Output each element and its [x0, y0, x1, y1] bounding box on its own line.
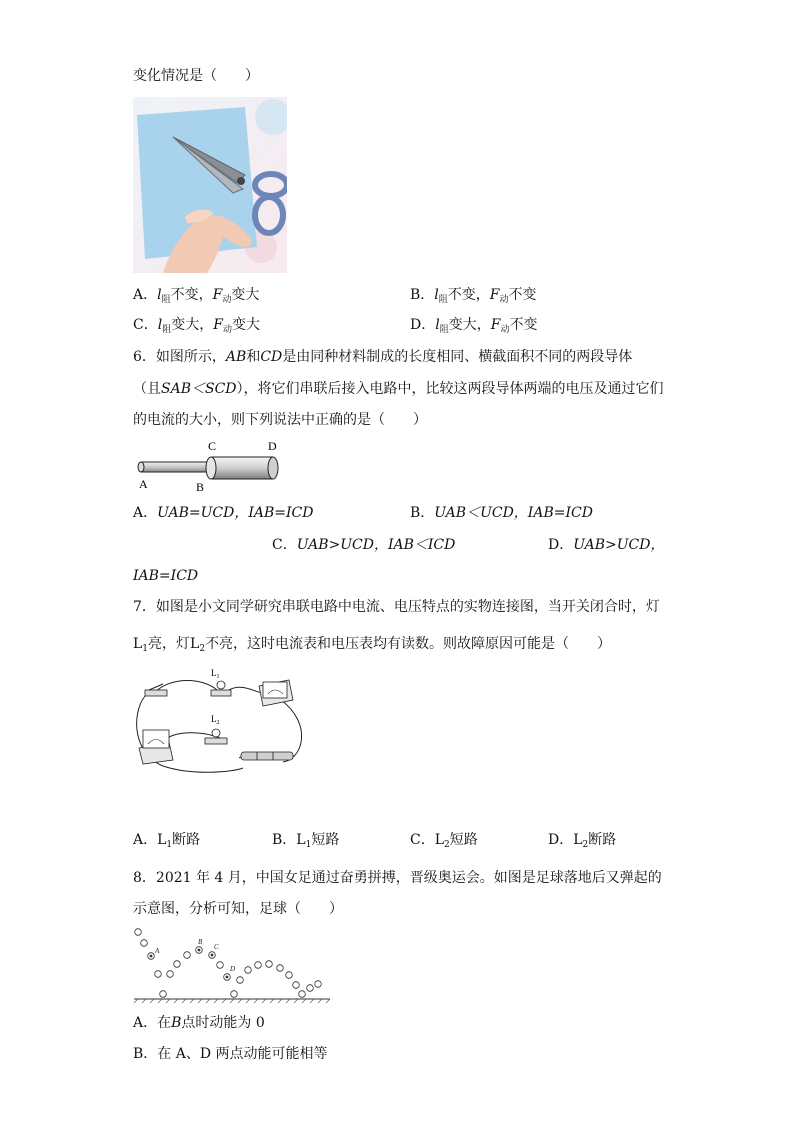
circuit-figure	[133, 664, 313, 784]
q6-stem-line2	[133, 382, 664, 396]
svg-text:L1	[211, 668, 220, 680]
point-c-label: C	[214, 943, 219, 951]
option-text: 短路	[449, 832, 478, 848]
option-text: 变大，	[448, 317, 491, 333]
ammeter-icon	[139, 730, 173, 764]
q7-stem-line2	[133, 637, 611, 654]
lamp-symbol: L	[573, 832, 583, 848]
subscript: 阻	[438, 295, 448, 305]
option-letter: A．	[133, 287, 158, 303]
label-a: A	[139, 477, 148, 491]
option-letter: B．	[272, 832, 297, 848]
conductor-cd: CD	[260, 349, 283, 365]
lever-arm-symbol: l	[157, 287, 162, 303]
svg-text:L2	[211, 714, 220, 726]
subscript: 1	[216, 674, 220, 680]
force-symbol: F	[213, 317, 223, 333]
subscript: 动	[499, 295, 509, 305]
option-text: UAB>UCD，IAB＜ICD	[296, 537, 456, 553]
option-text: 不变，	[447, 287, 490, 303]
text: 不亮，这时电流表和电压表均有读数。则故障原因可能是（ ）	[205, 636, 612, 652]
q6-option-d[interactable]	[548, 538, 664, 552]
subscript: 1	[305, 840, 312, 850]
option-text: UAB＜UCD，IAB=ICD	[434, 505, 593, 521]
option-text: 断路	[588, 832, 617, 848]
force-symbol: F	[489, 287, 500, 303]
option-letter: C．	[133, 317, 158, 333]
q6-option-b[interactable]	[410, 506, 593, 520]
label-d: D	[268, 439, 277, 453]
battery-icon	[241, 752, 293, 760]
q6-stem-line1	[133, 350, 632, 364]
lever-arm-symbol: l	[434, 287, 439, 303]
q5-option-d[interactable]	[410, 318, 537, 335]
force-symbol: F	[490, 317, 501, 333]
q5-option-c[interactable]	[133, 318, 260, 335]
option-text: 不变	[508, 287, 537, 303]
option-text: 不变	[509, 317, 538, 333]
option-text: 变大	[231, 317, 260, 333]
subscript: 动	[222, 325, 232, 335]
q7-option-d[interactable]	[548, 833, 616, 850]
q8-option-a[interactable]	[133, 1016, 265, 1030]
lamp-symbol: L	[157, 832, 167, 848]
q7-option-a[interactable]	[133, 833, 200, 850]
option-text: 变大	[231, 287, 260, 303]
force-symbol: F	[212, 287, 223, 303]
option-letter: A．	[133, 832, 158, 848]
text: 是由同种材料制成的长度相同、横截面积不同的两段导体	[282, 349, 633, 365]
subscript: 2	[199, 644, 206, 654]
text: 亮，灯	[148, 636, 191, 652]
option-text: 点时动能为 0	[181, 1015, 265, 1031]
option-letter: D．	[410, 317, 436, 333]
subscript: 2	[444, 840, 450, 850]
subscript: 阻	[162, 325, 172, 335]
option-text: UAB=UCD，IAB=ICD	[157, 505, 314, 521]
q8-option-b[interactable]: B．在 A、D 两点动能可能相等	[133, 1046, 328, 1062]
lamp-l2-label: L	[211, 714, 217, 724]
option-letter: B．	[410, 505, 435, 521]
subscript: 2	[216, 720, 220, 726]
lamp-symbol: L	[434, 832, 445, 848]
conductor-figure	[133, 437, 293, 495]
conductor-ab: AB	[225, 349, 247, 365]
q6-option-c[interactable]	[272, 538, 455, 552]
subscript: 2	[582, 840, 589, 850]
label-c: C	[208, 439, 217, 453]
text: （且	[133, 381, 161, 397]
voltmeter-icon	[259, 680, 293, 706]
q7-option-b[interactable]	[272, 833, 339, 850]
subscript: 动	[500, 325, 510, 335]
scissors-photo	[133, 97, 287, 273]
option-letter: B．	[410, 287, 435, 303]
point-symbol: B	[171, 1015, 182, 1031]
lamp-symbol: L	[133, 636, 143, 652]
q8-stem-line1: 8．2021 年 4 月，中国女足通过奋勇拼搏，晋级奥运会。如图是足球落地后又弹起的	[133, 870, 662, 886]
point-b-label: B	[198, 938, 203, 946]
point-d-label: D	[230, 965, 236, 973]
option-text: A．在	[133, 1015, 172, 1031]
q6-option-d-continued: IAB=ICD	[133, 568, 199, 584]
q6-stem-line3: 的电流的大小，则下列说法中正确的是（ ）	[133, 412, 427, 428]
q5-stem-tail: 变化情况是（ ）	[133, 68, 259, 84]
area-condition: SAB＜SCD	[161, 381, 237, 397]
subscript: 1	[142, 644, 149, 654]
option-letter: D．	[548, 537, 574, 553]
lamp-l1-icon	[211, 668, 231, 696]
option-letter: C．	[272, 537, 297, 553]
subscript: 1	[166, 840, 173, 850]
q6-option-a[interactable]	[133, 506, 313, 520]
subscript: 动	[222, 295, 232, 305]
text: ），将它们串联后接入电路中，比较这两段导体两端的电压及通过它们	[236, 381, 664, 397]
option-text: 不变，	[170, 287, 213, 303]
text: 6．如图所示，	[133, 349, 226, 365]
point-a-label: A	[155, 947, 160, 955]
q7-stem-line1: 7．如图是小文同学研究串联电路中电流、电压特点的实物连接图，当开关闭合时，灯	[133, 599, 660, 615]
subscript: 阻	[439, 325, 449, 335]
lamp-symbol: L	[296, 832, 306, 848]
option-text: 断路	[172, 832, 201, 848]
lamp-l1-label: L	[211, 668, 217, 678]
text: 和	[246, 349, 261, 365]
option-text: 短路	[311, 832, 340, 848]
option-text: UAB>UCD，	[573, 537, 665, 553]
q8-stem-line2: 示意图，分析可知，足球（ ）	[133, 901, 343, 917]
subscript: 阻	[161, 295, 171, 305]
lamp-l2-icon	[205, 714, 227, 744]
label-b: B	[196, 480, 205, 494]
lever-arm-symbol: l	[435, 317, 440, 333]
ball-bounce-figure	[130, 924, 334, 1004]
option-letter: A．	[133, 505, 158, 521]
q7-option-c[interactable]	[410, 833, 478, 850]
lever-arm-symbol: l	[157, 317, 163, 333]
option-text: 变大，	[171, 317, 214, 333]
q5-option-b[interactable]	[410, 288, 537, 305]
option-letter: C．	[410, 832, 435, 848]
q5-option-a[interactable]	[133, 288, 259, 305]
lamp-symbol: L	[190, 636, 200, 652]
option-letter: D．	[548, 832, 574, 848]
